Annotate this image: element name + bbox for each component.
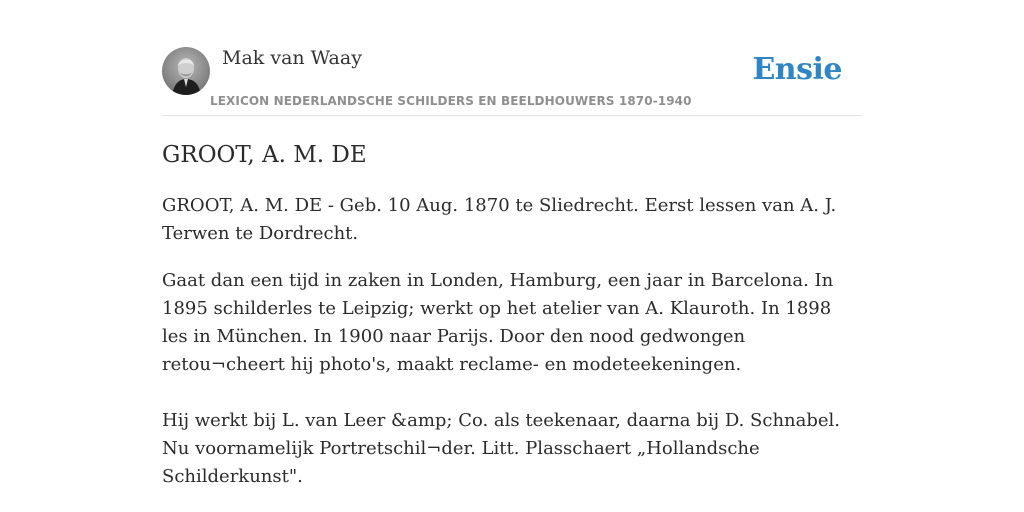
paragraph-2: Gaat dan een tijd in zaken in Londen, Hamburg, een jaar in Barcelona. In 1895 schilderles te Leipzig; werkt op het atelier van A. Klauroth. In 1898 les in München. In 1900 naar Parijs. Door den nood gedwongen retou¬cheert hij photo's, maakt reclame- en modeteekeningen. [162, 270, 834, 375]
paragraph-1: GROOT, A. M. DE - Geb. 10 Aug. 1870 te Sliedrecht. Eerst lessen van A. J. Terwen te Dordrecht. [162, 195, 837, 244]
article-body [162, 192, 862, 510]
author-name[interactable]: Mak van Waay [222, 47, 362, 69]
portrait-photo-icon [162, 47, 210, 95]
author-avatar[interactable] [162, 47, 210, 95]
paragraph-3: Hij werkt bij L. van Leer &amp; Co. als teekenaar, daarna bij D. Schnabel. Nu voornamelijk Portretschil¬der. Litt. Plasschaert „Hollandsche Schilderkunst". [162, 410, 841, 487]
ensie-logo[interactable]: Ensie [752, 52, 842, 87]
article-header [162, 46, 862, 116]
source-title[interactable]: LEXICON NEDERLANDSCHE SCHILDERS EN BEELDHOUWERS 1870-1940 [210, 94, 692, 108]
page-title: GROOT, A. M. DE [162, 142, 367, 168]
